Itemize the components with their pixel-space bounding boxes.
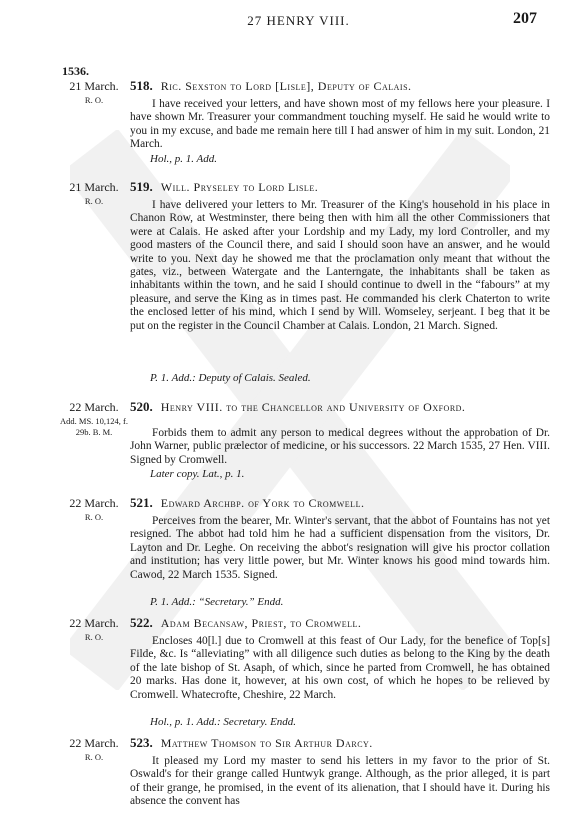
entry-date: 22 March. (69, 736, 119, 750)
entry-margin (60, 616, 128, 643)
entry-number: 521. (130, 495, 153, 510)
entry-title: Henry VIII. to the Chancellor and University of Oxford. (160, 400, 466, 414)
entry-body: I have received your letters, and have shown most of my fellows here your pleasure. I have shown Mr. Treasurer your commandment touching myself. He said he would write to you in my excuse, and bade me remain here till I had answer of him in my suit. London, 21 March. (130, 98, 550, 151)
entry-margin (60, 496, 128, 523)
entry-margin (60, 180, 128, 207)
entry-margin (60, 400, 128, 438)
entry-date: 22 March. (69, 496, 119, 510)
entry-date: 21 March. (69, 180, 119, 194)
entry-title: Edward Archbp. of York to Cromwell. (160, 496, 365, 510)
entry-reference: R. O. (84, 95, 104, 105)
entry-title: Will. Pryseley to Lord Lisle. (160, 180, 319, 194)
entry-footnote: P. 1. Add.: “Secretary.” Endd. (150, 596, 284, 608)
entry-footnote: P. 1. Add.: Deputy of Calais. Sealed. (150, 372, 311, 384)
entry-margin (60, 736, 128, 763)
entry-number: 518. (130, 78, 153, 93)
entry-margin (60, 79, 128, 106)
entry-heading (130, 180, 550, 194)
page-number: 207 (513, 10, 537, 27)
running-title: 27 HENRY VIII. (247, 13, 350, 28)
entry-heading (130, 616, 550, 630)
entry-reference: Add. MS. 10,124, f. 29b. B. M. (60, 416, 129, 437)
entry-body: Forbids them to admit any person to medical degrees without the approbation of Dr. John Warner, public prælector of medicine, or his successors. 22 March 1535, 27 Hen. VIII. Signed by Cromwell. (130, 427, 550, 466)
running-head (60, 10, 537, 32)
entry-footnote: Later copy. Lat., p. 1. (150, 468, 245, 480)
entry-number: 519. (130, 179, 153, 194)
entry-number: 520. (130, 399, 153, 414)
entry-number: 522. (130, 615, 153, 630)
entry-footnote: Hol., p. 1. Add. (150, 153, 218, 165)
entry-date: 21 March. (69, 79, 119, 93)
entry-reference: R. O. (84, 632, 104, 642)
entry-title: Matthew Thomson to Sir Arthur Darcy. (160, 736, 373, 750)
entry-body: I have delivered your letters to Mr. Treasurer of the King's household in his place in Chanon Row, at Westminster, there being then with him all the other Commissioners that were at Calais. He asked after your Lordship and my Lady, my lord Controller, and my good masters of the Council there, and said I should soon have an answer, and he would write to you. Next day he showed me that the proclamation only meant that without the gates, viz., between Watergate and the Lanterngate, the inhabitants shall be taken as inhabitants within the town, and he said I should continue to dwell in the “fabours” at my pleasure, and serve the King as in times past. He commanded his clerk Chaterton to write the enclosed letter of his mind, which I send by Will. Womseley, serjeant. I beg that it be put on the register in the Council Chamber at Calais. London, 21 March. Signed. (130, 199, 550, 332)
entry-title: Adam Becansaw, Priest, to Cromwell. (160, 616, 362, 630)
entry-reference: R. O. (84, 752, 104, 762)
entry-body: Encloses 40[l.] due to Cromwell at this feast of Our Lady, for the benefice of Top[s] Filde, &c. Is “alleviating” with all diligence such duties as belong to the King by the death of the late bishop of St. Asaph, of which, since he parted from Cromwell, he has obtained 20 marks. Has done it, however, at his own cost, of which he hopes to be relieved by Cromwell. Whatecrofte, Cheshire, 22 March. (130, 635, 550, 701)
entry-footnote: Hol., p. 1. Add.: Secretary. Endd. (150, 716, 297, 728)
entry-number: 523. (130, 735, 153, 750)
entry-heading (130, 736, 550, 750)
entry-heading (130, 79, 550, 93)
entry-reference: R. O. (84, 512, 104, 522)
entry-date: 22 March. (69, 400, 119, 414)
entry-heading (130, 496, 550, 510)
entry-reference: R. O. (84, 196, 104, 206)
entry-title: Ric. Sexston to Lord [Lisle], Deputy of Calais. (160, 79, 412, 93)
entry-heading (130, 400, 550, 414)
year-label: 1536. (62, 64, 89, 78)
entry-body: Perceives from the bearer, Mr. Winter's servant, that the abbot of Fountains has not yet resigned. The abbot had told him he had a sufficient dispensation from the visitors, Dr. Layton and Dr. Leghe. On receiving the abbot's resignation will give his proctor collation and institution; has very little power, but Mr. Winter knows his good mind towards him. Cawod, 22 March 1535. Signed. (130, 515, 550, 581)
entry-date: 22 March. (69, 616, 119, 630)
entry-body: It pleased my Lord my master to send his letters in my favor to the prior of St. Oswald's for their grange called Huntwyk grange. Although, as the prior alleged, it is part of their grange, he promised, in the event of its alienation, that I should have it. During his absence the convent has (130, 755, 550, 808)
